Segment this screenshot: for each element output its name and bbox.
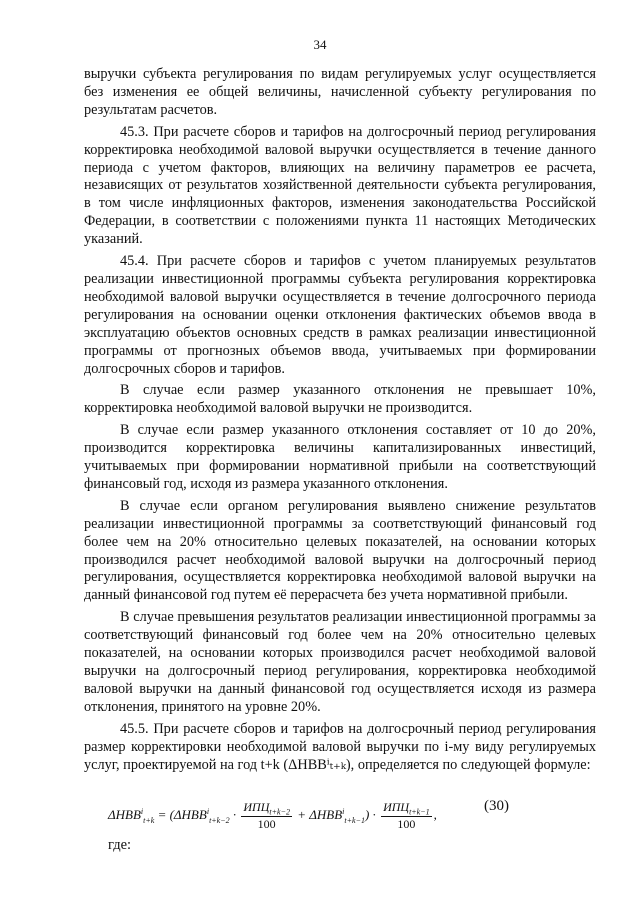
formula-fraction-1: $\frac{ИПЦ_{t+k-2}}{100}$	[243, 800, 290, 832]
formula-lhs: ΔHBB	[108, 807, 141, 823]
paragraph-45-5: 45.5. При расчете сборов и тарифов на долгосрочный период регулирования размер корректировки необходимой валовой выручки по i-му виду регулируемых услуг, проектируемой на год t+k (ΔHBBⁱₜ₊ₖ), определяется по следующей формуле:	[84, 720, 596, 773]
paragraph-continuation: выручки субъекта регулирования по видам регулируемых услуг осуществляется без изменения ее общей величины, начисленной субъекту регулирования по результатам расчетов.	[84, 66, 596, 118]
formula-open: = (ΔHBB	[154, 807, 207, 823]
where-label: где:	[108, 837, 132, 853]
page-number: 34	[313, 37, 327, 52]
paragraph-excess-20: В случае превышения результатов реализации инвестиционной программы за соответствующий финансовый год более чем на 20% относительно целевых показателей, на основании которых производился расчет необходимой валовой выручки на долгосрочный период регулирования, корректировка необходимой валовой выручки на данный финансовой год осуществляется исходя из размера отклонения, принятого на уровне 20%.	[84, 609, 596, 715]
formula-30	[108, 790, 518, 832]
body-text	[84, 66, 596, 778]
formula-number: (30)	[484, 798, 509, 814]
paragraph-45-4: 45.4. При расчете сборов и тарифов с учетом планируемых результатов реализации инвестиционной программы субъекта регулирования корректировка необходимой валовой выручки осуществляется в течение долгосрочного периода регулирования на основании оценки отклонения фактических объемов ввода в эксплуатацию объектов основных средств в рамках реализации инвестиционной программы от прогнозных объемов ввода, учитываемых при формировании долгосрочных сборов и тарифов.	[84, 253, 596, 377]
paragraph-deviation-10: В случае если размер указанного отклонения не превышает 10%, корректировка необходимой валовой выручки не производится.	[84, 382, 596, 417]
paragraph-deviation-10-20: В случае если размер указанного отклонения составляет от 10 до 20%, производится корректировка величины капитализированных инвестиций, учитываемых при формировании нормативной прибыли на соответствующий финансовый год, исходя из размера указанного отклонения.	[84, 422, 596, 492]
formula-fraction-2: $\frac{ИПЦ_{t+k-1}}{100}$	[383, 800, 430, 832]
formula-expression: $\Delta HBB^i_{t+k} = (\Delta HBB^i_{t+k-2}$ · $\frac{ИПЦ_{t+k-2}}{100}$ + $\Delta HBB^i_{t+k-1}$) · $\frac{ИПЦ_{t+k-1}}{100}$ ,	[108, 800, 437, 832]
paragraph-decrease-20: В случае если органом регулирования выявлено снижение результатов реализации инвестиционной программы за соответствующий финансовый год более чем на 20% относительно целевых показателей, на основании которых производился расчет необходимой валовой выручки на долгосрочный период регулирования, осуществляется корректировка необходимой валовой выручки на данный финансовой год путем её перерасчета без учета нормативной прибыли.	[84, 497, 596, 604]
paragraph-45-3: 45.3. При расчете сборов и тарифов на долгосрочный период регулирования корректировка необходимой валовой выручки осуществляется в течение данного периода с учетом факторов, влияющих на величину параметров ее расчета, независящих от результатов хозяйственной деятельности субъекта регулирования, в том числе инфляционных факторов, изменения законодательства Российской Федерации, в соответствии с положениями пункта 11 настоящих Методических указаний.	[84, 123, 596, 248]
formula-plus: + ΔHBB	[297, 807, 343, 823]
formula-close: ) ·	[364, 807, 376, 823]
